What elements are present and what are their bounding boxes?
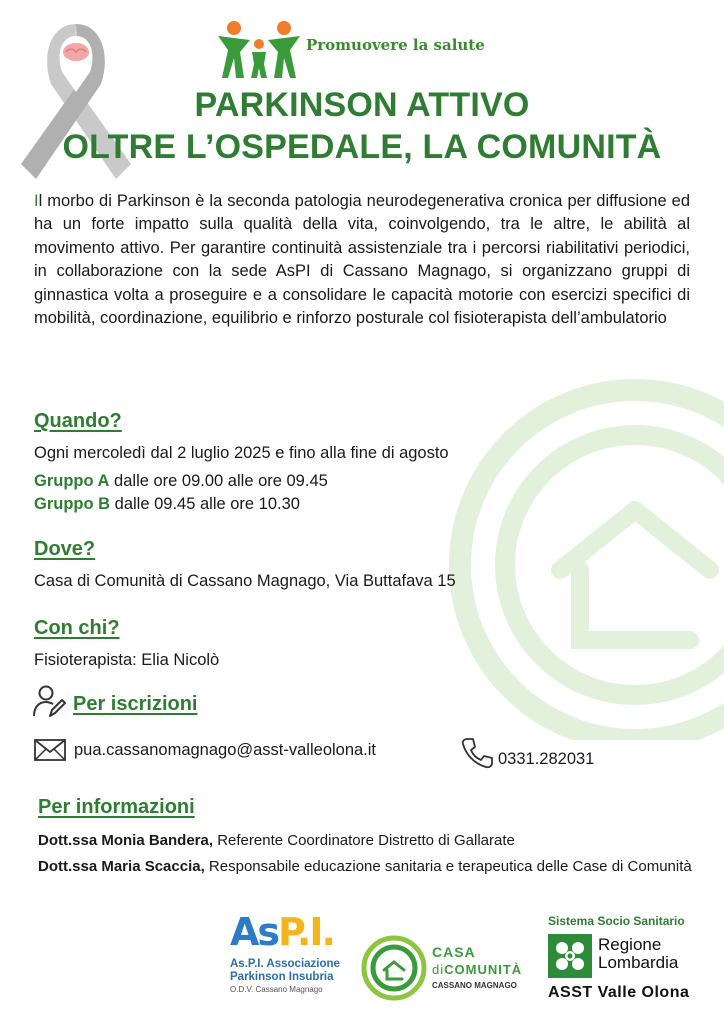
regione-top-text: Sistema Socio Sanitario bbox=[548, 914, 685, 928]
aspi-odv: O.D.V. Cassano Magnago bbox=[230, 985, 323, 994]
regione-name-2: Lombardia bbox=[598, 953, 679, 972]
casa-comunita-logo-icon bbox=[360, 932, 428, 1002]
group-b-label: Gruppo B bbox=[34, 495, 111, 513]
registration-phone[interactable]: 0331.282031 bbox=[498, 750, 595, 768]
registration-email[interactable]: pua.cassanomagnago@asst-valleolona.it bbox=[74, 741, 377, 759]
page-title-line-2: OLTRE L’OSPEDALE, LA COMUNITÀ bbox=[62, 128, 662, 166]
with-whom-person: Fisioterapista: Elia Nicolò bbox=[34, 651, 220, 669]
casa-line-3: CASSANO MAGNAGO bbox=[432, 981, 517, 990]
aspi-name-line-2: Parkinson Insubria bbox=[230, 971, 334, 983]
group-b-line bbox=[34, 495, 300, 514]
group-a-time: dalle ore 09.00 alle ore 09.45 bbox=[109, 472, 328, 490]
aspi-name-line-1: As.P.I. Associazione bbox=[230, 958, 340, 970]
when-heading: Quando? bbox=[34, 410, 122, 432]
casa-line-2-di: di bbox=[432, 962, 445, 977]
regione-name-1: Regione bbox=[598, 935, 662, 954]
group-b-time: dalle 09.45 alle ore 10.30 bbox=[110, 495, 300, 513]
info-contact-2 bbox=[38, 856, 710, 878]
contact-2-name: Dott.ssa Maria Scaccia, bbox=[38, 858, 205, 875]
casa-line-2 bbox=[432, 962, 522, 977]
casa-comunita-watermark-icon bbox=[440, 370, 724, 740]
contact-1-role: Referente Coordinatore Distretto di Gallarate bbox=[213, 832, 515, 849]
aspi-logo bbox=[230, 912, 350, 1012]
where-address: Casa di Comunità di Cassano Magnago, Via Buttafava 15 bbox=[34, 572, 456, 590]
asst-name: ASST Valle Olona bbox=[548, 984, 690, 1001]
page-title-line-1: PARKINSON ATTIVO bbox=[194, 86, 530, 124]
person-edit-icon bbox=[32, 684, 66, 718]
casa-comunita-logo bbox=[360, 932, 540, 1012]
with-whom-heading: Con chi? bbox=[34, 617, 120, 639]
where-heading: Dove? bbox=[34, 538, 96, 560]
regione-lombardia-logo bbox=[548, 914, 718, 1014]
regione-emblem-icon bbox=[548, 934, 592, 978]
group-a-label: Gruppo A bbox=[34, 472, 110, 490]
casa-comunita-text bbox=[432, 944, 522, 990]
when-dates: Ogni mercoledì dal 2 luglio 2025 e fino alla fine di agosto bbox=[34, 444, 449, 462]
group-a-line bbox=[34, 472, 328, 491]
phone-icon bbox=[460, 736, 494, 770]
intro-first-letter: I bbox=[34, 192, 39, 210]
people-logo-icon bbox=[214, 18, 304, 80]
casa-line-2-main: COMUNITÀ bbox=[444, 962, 523, 977]
registration-heading: Per iscrizioni bbox=[73, 693, 198, 715]
aspi-logo-pi: P.I. bbox=[278, 910, 334, 954]
mail-icon bbox=[34, 739, 66, 761]
contact-1-name: Dott.ssa Monia Bandera, bbox=[38, 832, 214, 849]
header-slogan: Promuovere la salute bbox=[306, 36, 485, 54]
info-contact-1 bbox=[38, 830, 718, 852]
aspi-logo-as: As bbox=[230, 910, 279, 954]
regione-name bbox=[598, 936, 678, 972]
intro-text: l morbo di Parkinson è la seconda patologia neurodegenerativa cronica per diffusione ed ha un forte impatto sulla qualità della vita, coinvolgendo, tra le altre, le abilità al movimento attivo. Per garantire continuità assistenziale tra i percorsi riabilitativi periodici, in collaborazione con la sede AsPI di Cassano Magnago, si organizzano gruppi di ginnastica volta a proseguire e a consolidare le capacità motorie con esercizi specifici di mobilità, coordinazione, equilibrio e rinforzo posturale col fisioterapista dell’ambulatorio bbox=[34, 192, 690, 328]
casa-line-1: CASA bbox=[432, 944, 476, 960]
aspi-logo-mark bbox=[230, 912, 350, 952]
contact-2-role: Responsabile educazione sanitaria e terapeutica delle Case di Comunità bbox=[204, 858, 692, 875]
intro-paragraph bbox=[34, 190, 690, 330]
info-heading: Per informazioni bbox=[38, 796, 195, 818]
